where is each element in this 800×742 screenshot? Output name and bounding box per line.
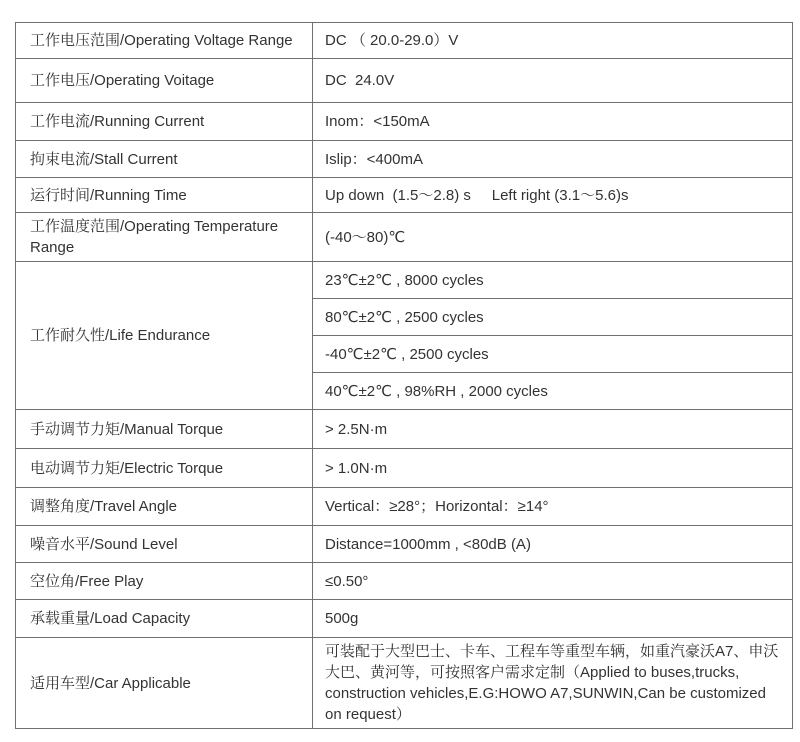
table-row <box>16 213 793 262</box>
spec-label-cell: 拘束电流/Stall Current <box>16 141 313 178</box>
table-row <box>16 103 793 141</box>
spec-value-cell: > 2.5N·m <box>313 410 793 449</box>
spec-value-cell: > 1.0N·m <box>313 449 793 488</box>
table-row <box>16 449 793 488</box>
spec-label-cell: 工作温度范围/Operating Temperature Range <box>16 213 313 262</box>
spec-label-cell: 运行时间/Running Time <box>16 178 313 213</box>
spec-label-cell: 调整角度/Travel Angle <box>16 488 313 526</box>
spec-label-cell: 空位角/Free Play <box>16 563 313 600</box>
spec-table <box>15 22 793 729</box>
table-row <box>16 141 793 178</box>
spec-label-cell: 工作电流/Running Current <box>16 103 313 141</box>
table-row <box>16 638 793 729</box>
spec-label-cell: 工作耐久性/Life Endurance <box>16 262 313 410</box>
spec-value-cell: 40℃±2℃ , 98%RH , 2000 cycles <box>313 373 793 410</box>
spec-value-cell: ≤0.50° <box>313 563 793 600</box>
spec-value-cell: Up down (1.5～2.8) s Left right (3.1～5.6)s <box>313 178 793 213</box>
table-row <box>16 410 793 449</box>
spec-value-cell: DC （ 20.0-29.0）V <box>313 23 793 59</box>
spec-value-cell: -40℃±2℃ , 2500 cycles <box>313 336 793 373</box>
spec-value-cell: DC 24.0V <box>313 59 793 103</box>
table-row <box>16 178 793 213</box>
spec-label-cell: 承载重量/Load Capacity <box>16 600 313 638</box>
spec-value-cell: 500g <box>313 600 793 638</box>
spec-label-cell: 手动调节力矩/Manual Torque <box>16 410 313 449</box>
spec-value-cell: 80℃±2℃ , 2500 cycles <box>313 299 793 336</box>
table-row <box>16 488 793 526</box>
spec-value-cell: 23℃±2℃ , 8000 cycles <box>313 262 793 299</box>
spec-table-body <box>16 23 793 729</box>
table-row <box>16 563 793 600</box>
spec-label-cell: 电动调节力矩/Electric Torque <box>16 449 313 488</box>
spec-label-cell: 噪音水平/Sound Level <box>16 526 313 563</box>
table-row <box>16 600 793 638</box>
spec-value-cell: Vertical：≥28°；Horizontal：≥14° <box>313 488 793 526</box>
spec-value-cell: Inom：<150mA <box>313 103 793 141</box>
spec-value-cell: Distance=1000mm , <80dB (A) <box>313 526 793 563</box>
table-row <box>16 262 793 299</box>
spec-label-cell: 适用车型/Car Applicable <box>16 638 313 729</box>
spec-label-cell: 工作电压范围/Operating Voltage Range <box>16 23 313 59</box>
spec-value-cell: (-40～80)℃ <box>313 213 793 262</box>
table-row <box>16 23 793 59</box>
spec-value-cell: 可装配于大型巴士、卡车、工程车等重型车辆，如重汽豪沃A7、申沃大巴、黄河等，可按照客户需求定制（Applied to buses,trucks, construction vehicles,E.G:HOWO A7,SUNWIN,Can be customized on request） <box>313 638 793 729</box>
spec-value-cell: Islip：<400mA <box>313 141 793 178</box>
table-row <box>16 526 793 563</box>
spec-label-cell: 工作电压/Operating Voitage <box>16 59 313 103</box>
table-row <box>16 59 793 103</box>
